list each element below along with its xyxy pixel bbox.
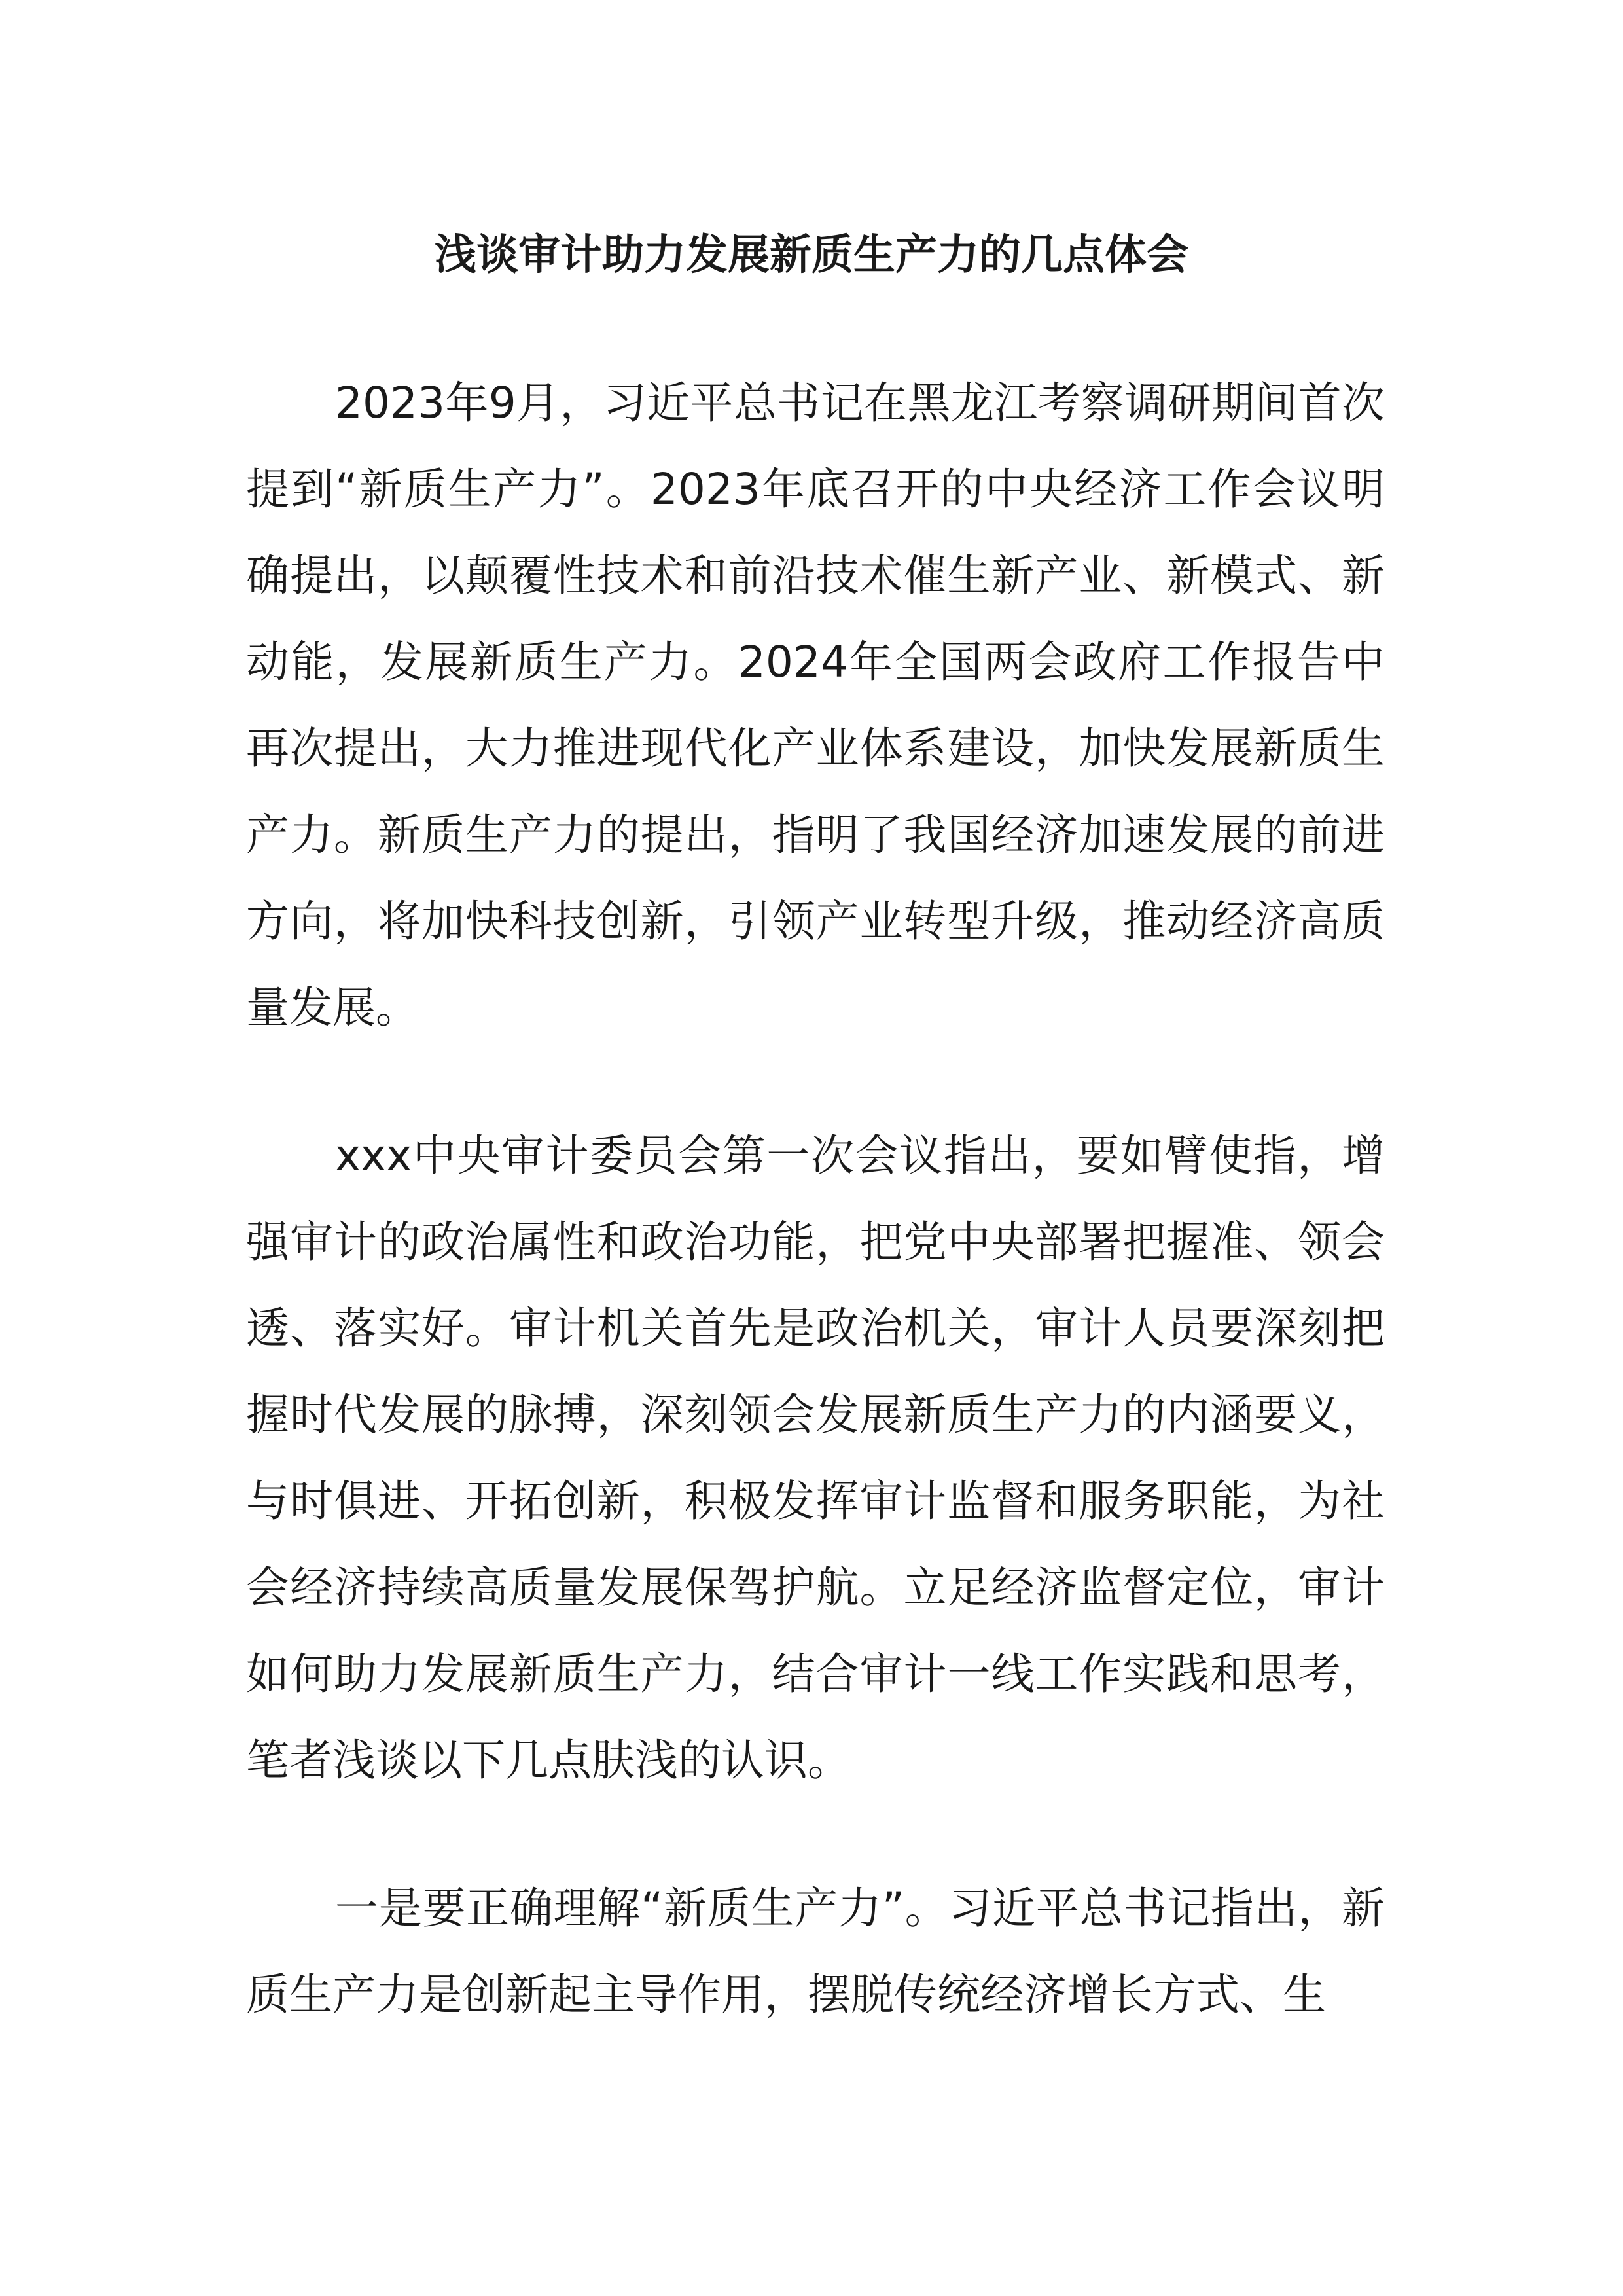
paragraph-1: 2023年9月，习近平总书记在黑龙江考察调研期间首次提到“新质生产力”。2023年底召开的中央经济工作会议明确提出，以颠覆性技术和前沿技术催生新产业、新模式、新动能，发展新质生产力。2024年全国两会政府工作报告中再次提出，大力推进现代化产业体系建设，加快发展新质生产力。新质生产力的提出，指明了我国经济加速发展的前进方向，将加快科技创新，引领产业转型升级，推动经济高质量发展。 [246, 378, 1385, 1033]
paragraph-3: 一是要正确理解“新质生产力”。习近平总书记指出，新质生产力是创新起主导作用，摆脱传统经济增长方式、生 [246, 1883, 1385, 2020]
paragraph-2: xxx中央审计委员会第一次会议指出，要如臂使指，增强审计的政治属性和政治功能，把党中央部署把握准、领会透、落实好。审计机关首先是政治机关，审计人员要深刻把握时代发展的脉搏，深刻领会发展新质生产力的内涵要义，与时俱进、开拓创新，积极发挥审计监督和服务职能，为社会经济持续高质量发展保驾护航。立足经济监督定位，审计如何助力发展新质生产力，结合审计一线工作实践和思考，笔者浅谈以下几点肤浅的认识。 [246, 1130, 1385, 1785]
document-title: 浅谈审计助力发展新质生产力的几点体会 [435, 231, 1188, 279]
